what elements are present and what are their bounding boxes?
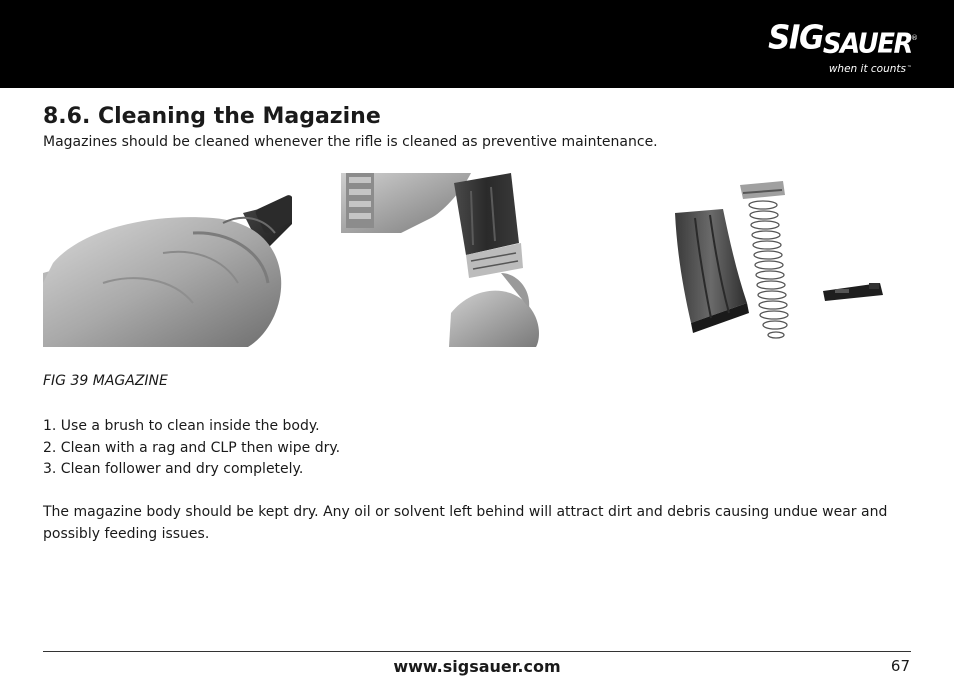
magazine-disassembled-photo: [655, 173, 895, 347]
page-number: 67: [890, 657, 910, 675]
section-intro: Magazines should be cleaned whenever the rifle is cleaned as preventive maintenance.: [43, 134, 658, 150]
hands-brush-cleaning-magazine-photo: [43, 173, 292, 347]
brand-sauer: SAUER: [822, 28, 912, 60]
list-item: 1. Use a brush to clean inside the body.: [43, 418, 320, 434]
registered-mark: ®: [911, 34, 918, 42]
brand-wordmark: [768, 19, 912, 60]
sig-sauer-logo: [768, 19, 918, 76]
maintenance-note: The magazine body should be kept dry. Any oil or solvent left behind will attract dirt and debris causing undue wear and possibly feeding issues.: [43, 504, 888, 542]
header-bar: [0, 0, 954, 88]
list-item: 3. Clean follower and dry completely.: [43, 461, 304, 477]
section-title: 8.6. Cleaning the Magazine: [43, 104, 381, 129]
cleaning-steps-list: [43, 416, 340, 481]
trademark-mark: ™: [907, 65, 912, 71]
hands-removing-follower-photo: [341, 173, 547, 347]
figure-caption: FIG 39 MAGAZINE: [43, 373, 168, 389]
footer-website-link[interactable]: www.sigsauer.com: [393, 657, 561, 676]
footer-divider: [43, 651, 911, 652]
brand-tagline: when it counts: [828, 63, 906, 75]
list-item: 2. Clean with a rag and CLP then wipe dry.: [43, 439, 341, 456]
brand-sig: SIG: [768, 19, 823, 57]
